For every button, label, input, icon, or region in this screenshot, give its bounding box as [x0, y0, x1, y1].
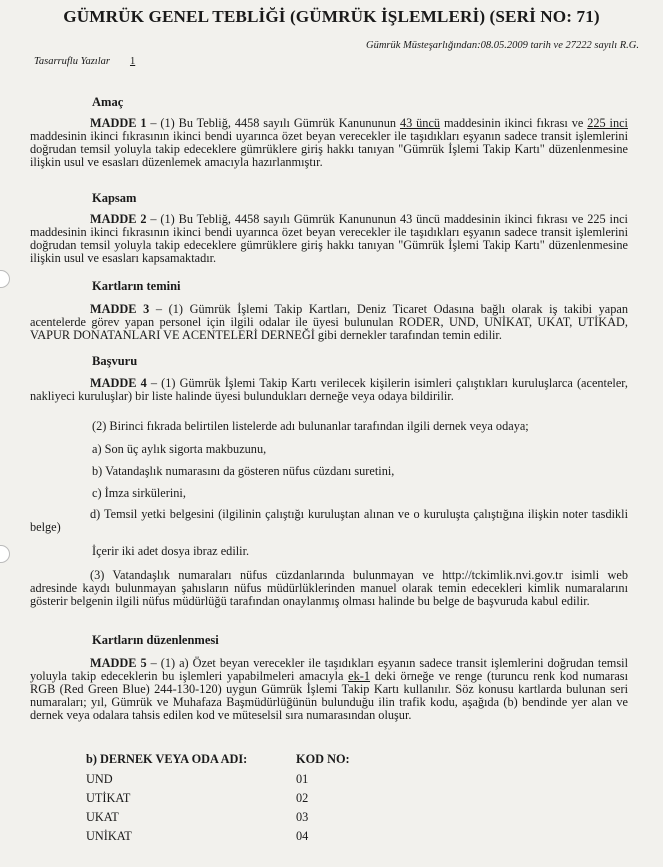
link-225-inci[interactable]: 225 inci — [587, 116, 628, 130]
gazette-reference: Gümrük Müsteşarlığından:08.05.2009 tarih ve 27222 sayılı R.G. — [366, 40, 639, 51]
link-43-uncu[interactable]: 43 üncü — [399, 116, 441, 130]
table-row-code: 02 — [296, 791, 309, 805]
tasarruf-number: 1 — [129, 56, 136, 67]
madde-1-paragraph — [30, 117, 628, 169]
madde-1-text-a: – (1) Bu Tebliğ, 4458 sayılı Gümrük Kanununun — [146, 116, 400, 130]
table-row-code: 04 — [296, 829, 309, 843]
madde-5-paragraph — [30, 657, 628, 722]
table-row-code: 01 — [296, 772, 309, 786]
list-item-d: d) Temsil yetki belgesini (ilgilinin çalıştığı kuruluştan alınan ve o kuruluşta çalıştığına ilişkin noter tasdikli belge) — [30, 507, 628, 534]
madde-1-label: MADDE 1 — [90, 116, 147, 130]
madde-4-para-3: (3) Vatandaşlık numaraları nüfus cüzdanlarında bulunmayan ve http://tckimlik.nvi.gov.tr isimli web adresinde kaydı bulunmayan şahısların nüfus müdürlüklerinden manuel olarak temin edecekleri kimlik numaralarını gösterir belgenin ilgili nüfus müdürlüğü tarafından onaylanmış olması halinde bu belge de başvuruda kabul edilir. — [30, 568, 628, 608]
list-item-a: a) Son üç aylık sigorta makbuzunu, — [92, 442, 267, 456]
madde-4-text: – (1) Gümrük İşlemi Takip Kartı verilecek kişilerin isimleri çalıştıkları kuruluşlarca (acenteler, nakliyeci kuruluşlar) bir liste halinde üyesi bulundukları derneğe veya odaya bildirilir. — [30, 376, 628, 403]
madde-5-text-b: deki örneğe ve renge (turuncu renk kod numarası RGB (Red Green Blue) 244-130-120) uygun Gümrük İşlemi Takip Kartı kullanılır. Söz konusu kartlarda bulunan seri numaraları; yıl, Gümrük ve Muhafaza Başmüdürlüğünün bulunduğu ilin trafik kodu, aşağıda (b) bendinde yer alan ve dernek veya odalara tahsis edilen kod ve müteselsil sıra numarasından oluşur. — [30, 669, 628, 722]
madde-4-paragraph — [30, 377, 628, 403]
madde-4-para-2: (2) Birinci fıkrada belirtilen listelerde adı bulunanlar tarafından ilgili dernek veya odaya; — [92, 419, 529, 433]
madde-5-label: MADDE 5 — [90, 656, 147, 670]
tasarruf-label: Tasarruflu Yazılar — [34, 56, 110, 67]
list-item-b: b) Vatandaşlık numarasını da gösteren nüfus cüzdanı suretini, — [92, 464, 395, 478]
madde-3-paragraph — [30, 303, 628, 342]
heading-basvuru: Başvuru — [92, 354, 138, 368]
table-header-name: b) DERNEK VEYA ODA ADI: — [86, 752, 248, 766]
heading-kartlarin-temini: Kartların temini — [92, 279, 181, 293]
madde-3-text: – (1) Gümrük İşlemi Takip Kartları, Deniz Ticaret Odasına bağlı olarak iş takibi yapan acentelerde görev yapan personel için ilgili odalar ile üyesi bulunulan RODER, UND, UNİKAT, UKAT, UTİKAD, VAPUR DONATANLARI VE ACENTELERİ DERNEĞİ gibi dernekler tarafından temin edilir. — [30, 302, 628, 342]
heading-kapsam: Kapsam — [92, 191, 137, 205]
madde-3-label: MADDE 3 — [90, 302, 150, 316]
madde-2-label: MADDE 2 — [90, 212, 147, 226]
madde-2-text: – (1) Bu Tebliğ, 4458 sayılı Gümrük Kanununun 43 üncü maddesinin ikinci fıkrası ve 225 inci maddesinin ikinci fıkrasının ikinci bendi uyarınca özet beyan verecekler ile taşıdıkları eşyanın sadece transit işlemlerini doğrudan temsil yoluyla takip edeceklere gümrüklere giriş hakkı tanıyan "Gümrük İşlemi Takip Kartı" düzenlenmesine ilişkin usul ve esasları kapsamaktadır. — [30, 212, 628, 265]
madde-1-text-c: maddesinin ikinci fıkrasının ikinci bendi uyarınca özet beyan verecekler ile taşıdıkları eşyanın sadece transit işlemlerini doğrudan temsil yoluyla takip edeceklere gümrüklere giriş hakkı tanıyan "Gümrük İşlemi Takip Kartı" düzenlenmesine ilişkin usul ve esasları düzenlemek amacıyla hazırlanmıştır. — [30, 129, 628, 169]
table-row-name: UTİKAT — [86, 791, 131, 805]
table-row-code: 03 — [296, 810, 309, 824]
heading-kartlarin-duzenlenmesi: Kartların düzenlenmesi — [92, 633, 219, 647]
table-row-name: UKAT — [86, 810, 119, 824]
list-item-c: c) İmza sirkülerini, — [92, 486, 186, 500]
link-ek-1[interactable]: ek-1 — [348, 669, 371, 683]
madde-1-text-b: maddesinin ikinci fıkrası ve — [440, 116, 588, 130]
madde-5-text-a: – (1) a) Özet beyan verecekler ile taşıdıkları eşyanın sadece transit işlemlerini doğrudan temsil yoluyla takip edeceklerin bu işlemleri yapabilmeleri amacıyla — [30, 656, 628, 683]
table-row-name: UND — [86, 772, 113, 786]
table-row-name: UNİKAT — [86, 829, 132, 843]
document-title: GÜMRÜK GENEL TEBLİĞİ (GÜMRÜK İŞLEMLERİ) (SERİ NO: 71) — [63, 7, 600, 26]
tasarruf-stamp — [34, 56, 135, 67]
punch-hole — [0, 545, 10, 563]
table-header-code: KOD NO: — [296, 752, 350, 766]
madde-4-label: MADDE 4 — [90, 376, 147, 390]
punch-hole — [0, 270, 10, 288]
heading-amac: Amaç — [92, 95, 124, 109]
icerir-line: İçerir iki adet dosya ibraz edilir. — [92, 544, 250, 558]
madde-2-paragraph — [30, 213, 628, 265]
